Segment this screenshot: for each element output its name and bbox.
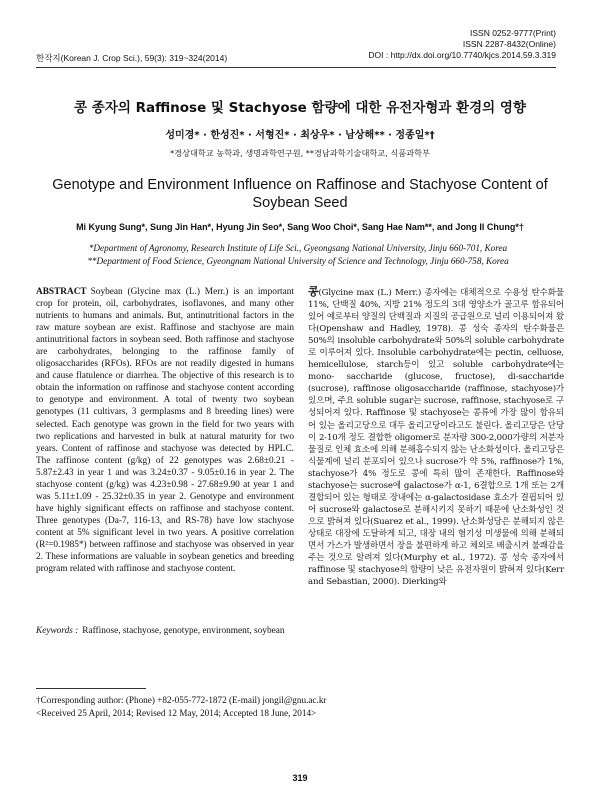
introduction-text [308, 286, 564, 588]
footnote [36, 694, 560, 719]
keywords [36, 625, 294, 637]
footnote-rule [36, 688, 146, 689]
journal-citation: 한작지(Korean J. Crop Sci.), 59(3): 319~324(2014) [36, 53, 228, 63]
keywords-text: Raffinose, stachyose, genotype, environment, soybean [82, 626, 285, 636]
korean-title: 콩 종자의 Raffinose 및 Stachyose 함량에 대한 유전자형과 환경의 영향 [74, 100, 526, 116]
keywords-label: Keywords : [36, 626, 79, 636]
doi-link[interactable]: DOI : http://dx.doi.org/10.7740/kjcs.2014.59.3.319 [368, 50, 556, 60]
affiliation-line-1: *Department of Agronomy, Research Institute of Life Sci., Gyeongsang National University, Jinju 660-701, Korea [88, 243, 508, 253]
corresponding-author: †Corresponding author: (Phone) +82-055-772-1872 (E-mail) jongil@gnu.ac.kr [36, 695, 327, 705]
abstract-text: Soybean (Glycine max (L.) Merr.) is an important crop for protein, oil, carbohydrates, isoflavones, and many other nutrients to humans and animals. But, antinutritional factors in the raw mature soybean are exist. Raffinose and stachyose are main antinutritional factors in soybean seed. Both raffinose and stachyose are carbohydrates, belonging to the raffinose family of oligosaccharides (RFOs). RFOs are not readily digested in humans and cause flatulence or diarrhea. The objective of this research is to obtain the information on raffinose and stachyose content according to genotype and environment. A total of twenty two soybean genotypes (11 cultivars, 3 germplasms and 8 breeding lines) were selected. Each genotype was grown in the field for two years with two replications and harvested in bulk at natural maturity for two years. Content of raffinose and stachyose was detected by HPLC. The raffinose content (g/kg) of 22 genotypes was 2.68±0.21 - 5.87±2.43 in year 1 and was 3.24±0.37 - 9.05±0.16 in year 2. The stachyose content (g/kg) was 4.23±0.98 - 27.68±9.90 at year 1 and was 5.11±1.09 - 25.32±0.35 in year 2. Genotype and environment have highly significant effects on raffinose and stachyose content. Three genotypes (Da-7, 116-13, and RS-78) have low stachyose content at 5% significant level in two years. A positive correlation (R²=0.1985*) between raffinose and stachyose was observed in year 2. These informations are valuable in soybean genetics and breeding program related with raffinose and stachyose content. [36, 287, 294, 575]
page-number: 319 [292, 773, 308, 783]
introduction-body: (Glycine max (L.) Merr.) 종자에는 대체적으로 수용성 탄수화물 11%, 단백질 40%, 지방 21% 정도의 3대 영양소가 골고루 함유되어 있어 예로부터 양질의 단백질과 지질의 공급원으로 널리 이용되어져 왔다(Openshaw and Hadley, 1978). 콩 성숙 종자의 탄수화물은 50%의 insoluble carbohydrate와 50%의 soluble carbohydrate로 이루어져 있다. Insoluble carbohydrate에는 pectin, celluose, hemicellulose, starch등이 있고 soluble carbohydrate에는 mono- saccharide (glucose, fructose), di-saccharide (sucrose), raffinose oligosaccharide (raffinose, stachyose)가 있으며, 주요 soluble sugar는 sucrose, raffinose, stachyose로 구성되어져 있다. Raffinose 및 stachyose는 콩류에 가장 많이 함유되어 있는 올리고당으로 대두 올리고당이라고도 불린다. 올리고당은 단당이 2-10개 정도 결합한 oligomer로 분자량 300-2,000가량의 저분자 물질로 인체 효소에 의해 분해흡수되지 않는 난소화성이다. 올리고당은 식물계에 널리 분포되어 있으나 sucrose가 약 5%, raffinose가 1%, stachyose가 4% 정도로 콩에 특히 많이 존재한다. Raffinose와 stachyose는 sucrose에 galactose가 α-1, 6결합으로 1개 또는 2개 결합되어 있는 형태로 장내에는 α-galactosidase 효소가 결핍되어 있어 sucrose와 galactose로 분해시키지 못하기 때문에 난소화성인 것으로 밝혀져 있다(Suarez et al., 1999). 난소화성당은 분해되지 않은 상태로 대장에 도달하게 되고, 대장 내의 혐기성 미생물에 의해 분해되면서 가스가 발생하면서 장을 불편하게 하고 체외로 배출시켜 불쾌감을 주는 것으로 알려져 있다(Murphy et al., 1972). 콩 성숙 종자에서 raffinose 및 stachyose의 함량이 낮은 유전자원이 밝혀져 있다(Kerr and Sebastian, 2000). Dierking와 [308, 288, 565, 588]
korean-affiliation: *경상대학교 농학과, 생명과학연구원, **경남과학기술대학교, 식품과학부 [170, 148, 430, 158]
english-title: Genotype and Environment Influence on Raffinose and Stachyose Content of Soybean Seed [52, 177, 548, 211]
issn-block [368, 28, 556, 61]
english-authors: Mi Kyung Sung*, Sung Jin Han*, Hyung Jin Seo*, Sang Woo Choi*, Sang Hae Nam**, and Jong Il Chung*† [76, 222, 524, 232]
issn-online: ISSN 2287-8432(Online) [462, 39, 556, 49]
korean-authors: 성미경* · 한성진* · 서형진* · 최상우* · 남상해** · 정종일*† [165, 130, 435, 141]
abstract-label: ABSTRACT [36, 287, 87, 297]
affiliation-line-2: **Department of Food Science, Gyeongnam National University of Science and Technology, Jinju 660-758, Korea [87, 255, 509, 266]
english-affiliation [36, 242, 560, 267]
abstract [36, 286, 294, 575]
received-dates: <Received 25 April, 2014; Revised 12 May, 2014; Accepted 18 June, 2014> [36, 707, 317, 718]
issn-print: ISSN 0252-9777(Print) [470, 28, 556, 38]
header-rule [36, 67, 556, 68]
dropcap: 콩 [308, 285, 319, 298]
